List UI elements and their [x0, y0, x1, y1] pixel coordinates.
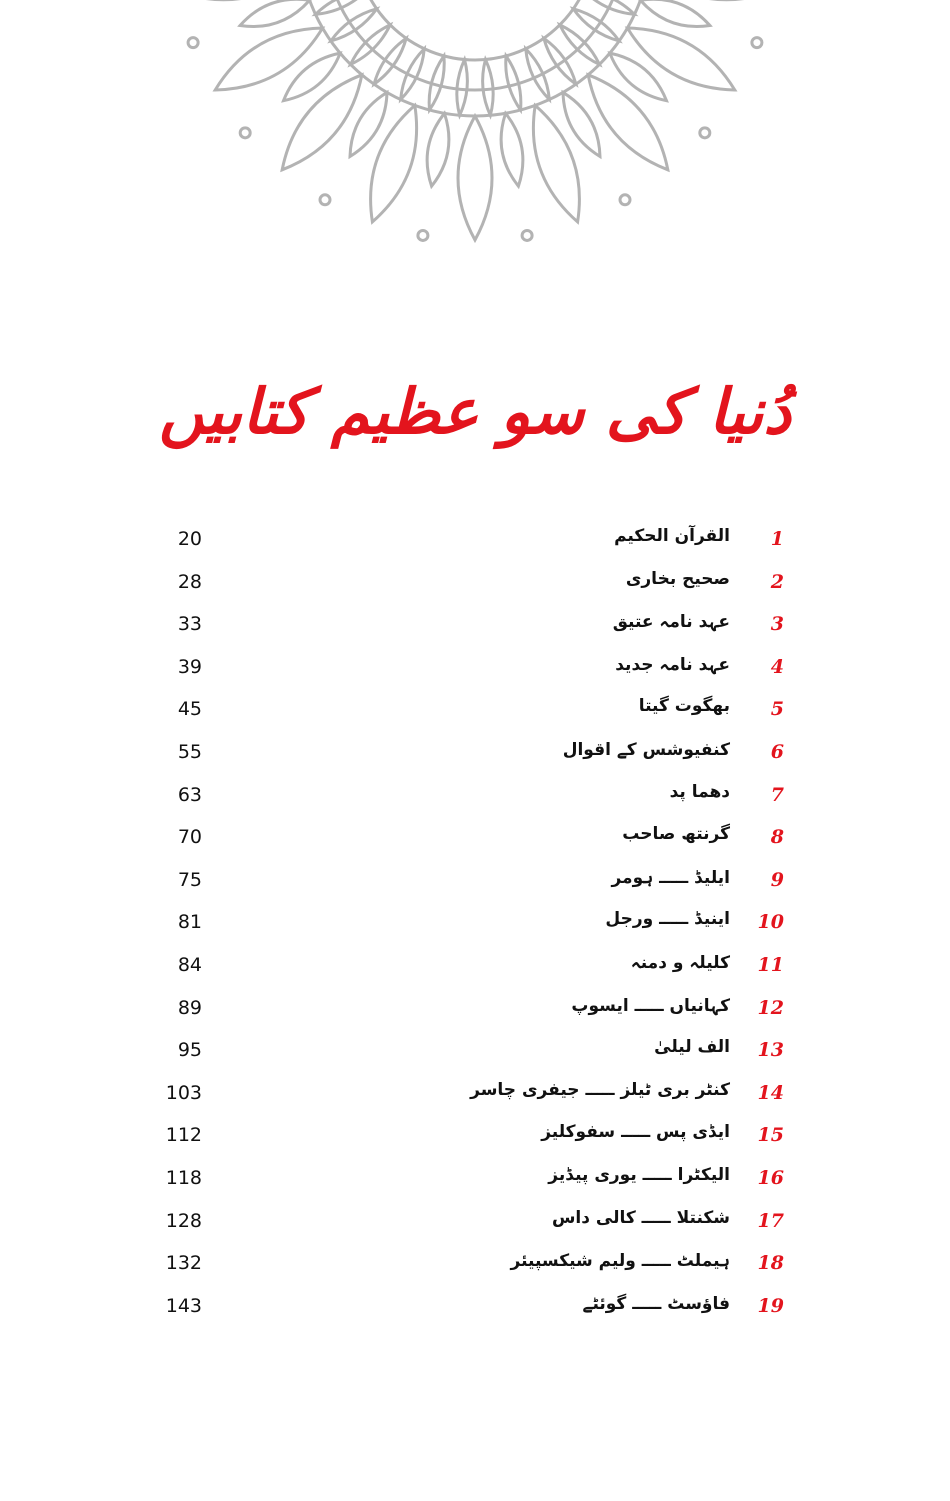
toc-page-number: 28 [177, 570, 202, 593]
toc-title: گرنتھ صاحب [622, 824, 730, 845]
toc-title: کلیلہ و دمنہ [630, 952, 730, 973]
toc-page-number: 81 [177, 911, 202, 934]
toc-title: کہانیاں ـــــ ایسوپ [571, 995, 730, 1016]
toc-title: کنفیوشس کے اقوال [562, 739, 730, 760]
toc-page-number: 112 [165, 1124, 202, 1147]
toc-number: 12 [757, 996, 784, 1019]
toc-page-number: 118 [165, 1166, 202, 1189]
toc-number: 9 [770, 868, 784, 891]
toc-page-number: 39 [177, 655, 202, 678]
toc-title: اینیڈ ـــــ ورجل [605, 909, 730, 930]
toc-page-number: 75 [177, 868, 202, 891]
toc-title: ہیملٹ ـــــ ولیم شیکسپیئر [510, 1251, 730, 1272]
toc-title: صحیح بخاری [625, 568, 730, 589]
toc-row [0, 1118, 950, 1161]
toc-title: کنٹر بری ٹیلز ـــــ جیفری چاسر [470, 1079, 730, 1100]
toc-number: 6 [770, 740, 784, 763]
toc-title: القرآن الحکیم [614, 526, 730, 546]
toc-number: 17 [757, 1209, 784, 1232]
toc-row [0, 1161, 950, 1204]
toc-title: ایلیڈ ـــــ ہومر [611, 867, 730, 888]
page-title: دُنیا کی سو عظیم کتابیں [158, 375, 792, 448]
toc-page-number: 70 [177, 826, 202, 849]
toc-number: 18 [757, 1252, 784, 1275]
toc-number: 16 [757, 1166, 784, 1189]
toc-row [0, 1246, 950, 1289]
toc-row [0, 948, 950, 991]
toc-title: الف لیلیٰ [654, 1037, 730, 1058]
toc-row [0, 1076, 950, 1119]
toc-number: 13 [757, 1039, 784, 1062]
toc-number: 2 [770, 570, 784, 593]
toc-number: 7 [770, 783, 784, 806]
toc-row [0, 905, 950, 948]
toc-row [0, 522, 950, 565]
toc-row [0, 735, 950, 778]
toc-row [0, 991, 950, 1034]
toc-title: عہد نامہ جدید [615, 654, 730, 675]
toc-row [0, 607, 950, 650]
toc-page-number: 63 [177, 783, 202, 806]
toc-number: 15 [757, 1124, 784, 1147]
toc-number: 11 [757, 953, 784, 976]
toc-page-number: 89 [177, 996, 202, 1019]
toc-page-number: 128 [165, 1209, 202, 1232]
toc-row [0, 1204, 950, 1247]
toc-title: شکنتلا ـــــ کالی داس [551, 1207, 730, 1228]
toc-title: بھگوت گیتا [638, 696, 730, 717]
toc-number: 3 [770, 613, 784, 636]
toc-row [0, 1033, 950, 1076]
toc-page-number: 132 [165, 1252, 202, 1275]
toc-number: 8 [770, 826, 784, 849]
toc-page-number: 95 [177, 1039, 202, 1062]
toc-page-number: 20 [177, 528, 202, 550]
toc-page-number: 55 [177, 740, 202, 763]
toc-number: 5 [770, 698, 784, 721]
toc-title: فاؤسٹ ـــــ گوئٹے [582, 1293, 730, 1314]
toc-page-number: 143 [165, 1294, 202, 1317]
toc-page-number: 45 [177, 698, 202, 721]
toc-page-number: 84 [177, 953, 202, 976]
toc-title: الیکٹرا ـــــ یوری پیڈیز [548, 1164, 730, 1185]
toc-number: 10 [757, 911, 784, 934]
toc-title: دھما پد [669, 781, 730, 802]
toc-page-number: 103 [165, 1081, 202, 1104]
table-of-contents [0, 522, 950, 1331]
toc-number: 19 [757, 1294, 784, 1317]
toc-row [0, 778, 950, 821]
mandala-ornament-icon [155, 0, 795, 256]
toc-title: ایڈی پس ـــــ سفوکلیز [541, 1122, 730, 1143]
toc-row [0, 1289, 950, 1332]
toc-number: 14 [757, 1081, 784, 1104]
toc-row [0, 692, 950, 735]
toc-number: 1 [770, 528, 784, 550]
toc-number: 4 [770, 655, 784, 678]
toc-row [0, 863, 950, 906]
toc-row [0, 820, 950, 863]
toc-row [0, 650, 950, 693]
toc-row [0, 565, 950, 608]
toc-title: عہد نامہ عتیق [612, 612, 730, 633]
toc-page-number: 33 [177, 613, 202, 636]
